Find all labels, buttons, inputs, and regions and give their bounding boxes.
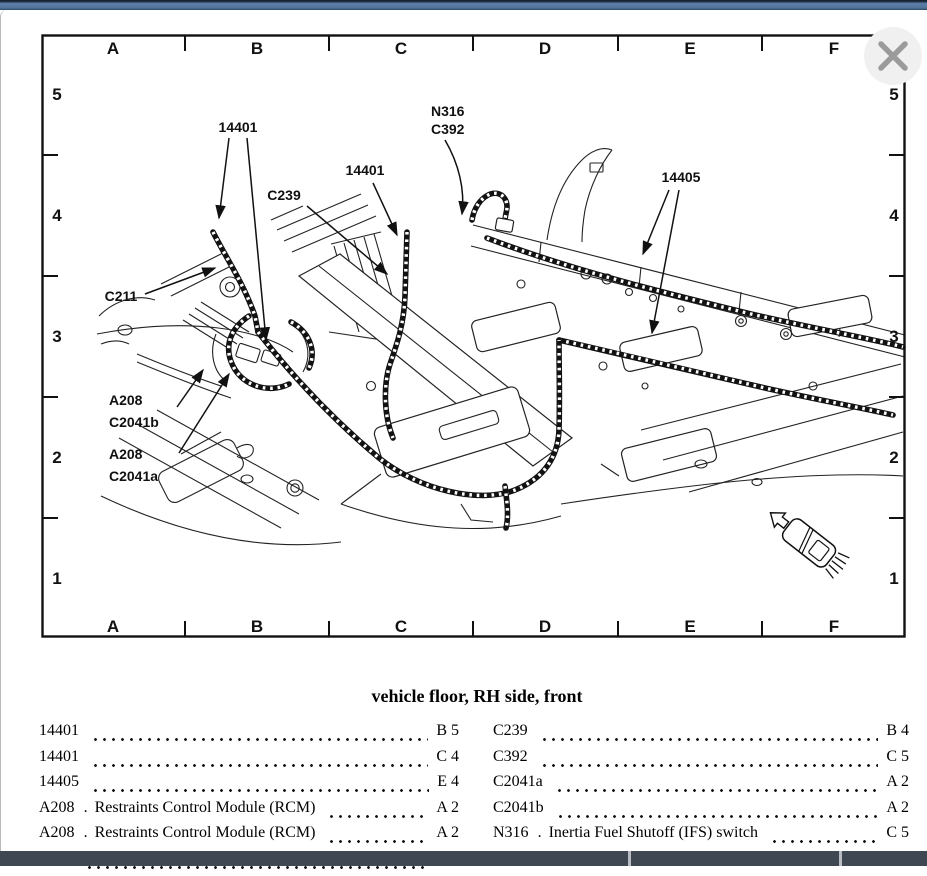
grid-column-label: C <box>394 39 408 58</box>
diagram-label-14405: 14405 <box>661 169 701 185</box>
diagram-label-a208-b: A208 <box>109 392 143 408</box>
diagram-label-a208-a: A208 <box>109 446 143 462</box>
dot-leader <box>91 722 428 748</box>
diagram-label-c2041b: C2041b <box>109 414 159 430</box>
index-item-code: A208 <box>39 824 75 842</box>
diagram-label-c211: C211 <box>104 288 138 304</box>
index-row <box>493 773 909 799</box>
index-grid-reference: A 2 <box>436 824 459 842</box>
dot-leader <box>540 748 879 774</box>
dot-leader <box>91 773 429 799</box>
diagram-label-c2041a: C2041a <box>109 468 159 484</box>
grid-row-label: 2 <box>52 448 62 467</box>
index-grid-reference: C 5 <box>886 824 909 842</box>
grid-row-labels-left <box>52 85 62 588</box>
grid-row-label: 3 <box>889 327 899 346</box>
index-row <box>39 722 459 748</box>
index-grid-reference: E 4 <box>437 773 459 791</box>
index-row <box>39 748 459 774</box>
index-row <box>493 722 909 748</box>
index-row <box>493 748 909 774</box>
diagram-label-14401-c4: 14401 <box>345 162 385 178</box>
dot-leader <box>91 748 428 774</box>
bottom-bar-divider <box>839 851 842 866</box>
grid-column-label: E <box>684 617 696 636</box>
grid-row-label: 1 <box>889 569 899 588</box>
diagram-label-14401-b5: 14401 <box>218 119 258 135</box>
dot-leader <box>555 773 879 799</box>
index-item-code: 14405 <box>39 773 79 791</box>
grid-row-label: 5 <box>52 85 62 104</box>
index-item-code: C2041b <box>493 798 544 816</box>
diagram-label-n316: N316 <box>431 103 465 119</box>
diagram-canvas <box>41 34 906 638</box>
grid-row-labels-right <box>889 85 899 588</box>
index-grid-reference: B 4 <box>886 722 909 739</box>
index-grid-reference: B 5 <box>436 722 459 739</box>
grid-column-label: B <box>250 617 264 636</box>
index-separator: . <box>83 798 88 816</box>
grid-row-label: 5 <box>889 85 899 104</box>
index-row <box>39 799 459 825</box>
grid-column-label: F <box>828 39 840 58</box>
document-page <box>0 10 927 851</box>
index-row <box>39 824 459 850</box>
index-row <box>493 824 909 850</box>
dot-leader <box>770 824 878 850</box>
figure-caption: vehicle floor, RH side, front <box>371 686 583 706</box>
index-item-description: Restraints Control Module (RCM) <box>94 824 316 842</box>
index-item-code: 14401 <box>39 722 79 739</box>
bottom-bar-divider <box>628 851 631 866</box>
index-separator: . <box>537 824 542 842</box>
grid-column-label: D <box>538 617 552 636</box>
window-top-bar <box>0 0 927 10</box>
dot-leader <box>327 824 428 850</box>
index-grid-reference: A 2 <box>886 798 909 816</box>
ifs-switch-connector <box>495 218 514 233</box>
index-grid-reference: C 4 <box>436 747 459 765</box>
index-item-description: Restraints Control Module (RCM) <box>94 798 316 816</box>
car-direction-icon <box>762 503 851 580</box>
grid-column-label: E <box>684 39 696 58</box>
grid-column-label: D <box>538 39 552 58</box>
window-bottom-bar <box>0 851 927 866</box>
grid-row-label: 2 <box>889 448 899 467</box>
grid-column-label: F <box>828 617 840 636</box>
index-grid-reference: A 2 <box>436 798 459 816</box>
index-row <box>39 773 459 799</box>
grid-column-label: C <box>394 617 408 636</box>
floor-pan-art <box>97 149 905 545</box>
index-grid-reference: A 2 <box>886 773 909 791</box>
index-item-code: 14401 <box>39 747 79 765</box>
diagram-label-c239: C239 <box>267 187 301 203</box>
dot-leader <box>556 799 879 825</box>
grid-column-label: A <box>106 39 120 58</box>
dot-leader <box>327 799 428 825</box>
grid-row-label: 3 <box>52 327 62 346</box>
index-item-code: C392 <box>493 747 528 765</box>
grid-column-label: B <box>250 39 264 58</box>
index-column-right <box>493 722 909 850</box>
index-separator: . <box>83 824 88 842</box>
grid-column-label: A <box>106 617 120 636</box>
index-item-description: Inertia Fuel Shutoff (IFS) switch <box>548 824 759 842</box>
index-grid-reference: C 5 <box>886 747 909 765</box>
grid-row-label: 4 <box>889 206 899 225</box>
wire-harness-looms <box>213 193 903 528</box>
close-icon <box>876 39 910 73</box>
index-item-code: A208 <box>39 798 75 816</box>
index-item-code: C2041a <box>493 773 543 791</box>
grid-row-label: 4 <box>52 206 62 225</box>
grid-row-label: 1 <box>52 569 62 588</box>
index-row <box>493 799 909 825</box>
wiring-location-diagram <box>41 34 906 638</box>
index-item-code: C239 <box>493 722 528 739</box>
dot-leader <box>540 722 879 748</box>
close-button[interactable] <box>864 27 922 85</box>
diagram-label-c392: C392 <box>431 121 465 137</box>
index-item-code: N316 <box>493 824 529 842</box>
